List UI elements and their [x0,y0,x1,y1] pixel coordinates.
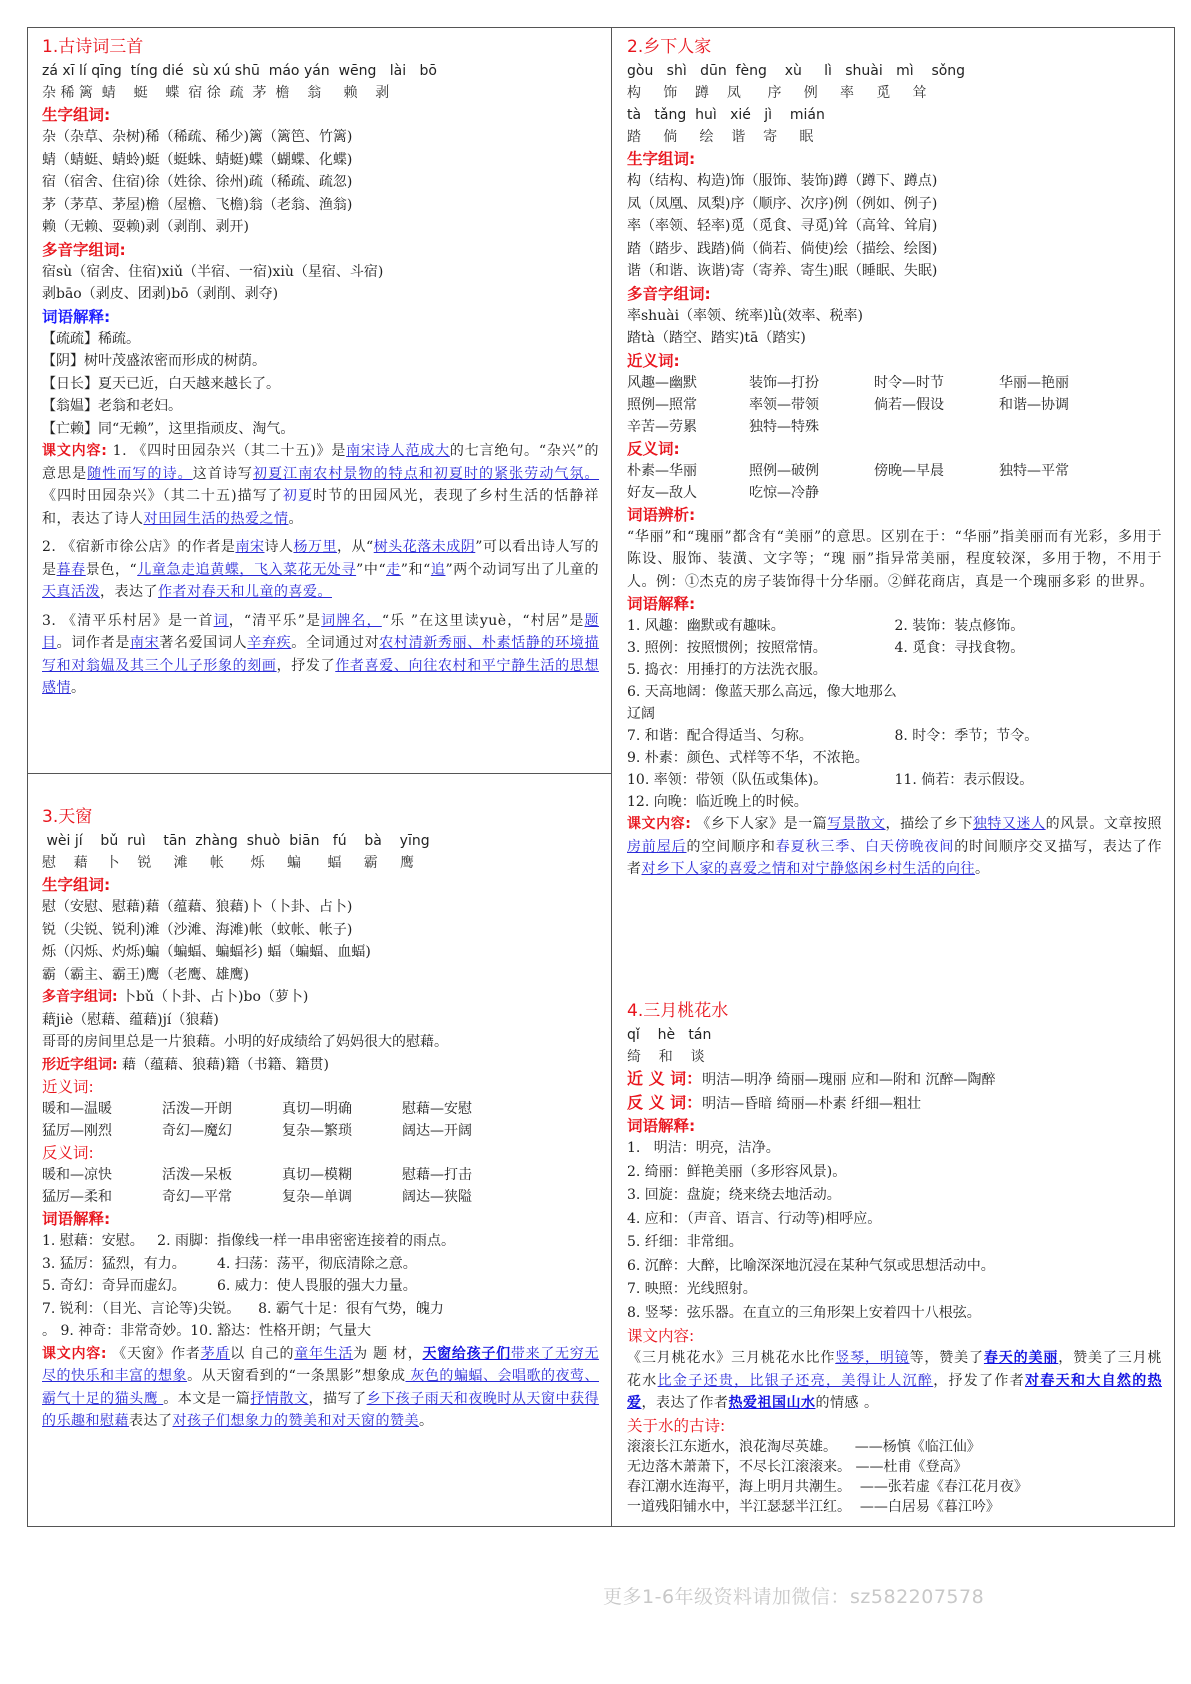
grid-cell: 8. 时令：季节；节令。 [894,728,1039,744]
right-column [613,28,1174,1526]
highlighted-phrase: 初夏江南农村景物的特点和初夏时的紧张劳动气氛。 [253,465,600,482]
grid-cell: 华丽—艳丽 [999,374,1069,391]
vocab-heading: 生字组词: [42,876,111,894]
analysis-text: “华丽”和“瑰丽”都含有“美丽”的意思。区别在于：“华丽”指美丽而有光彩，多用于陈设、服饰、装潢、文字等；“瑰 丽”指异常美丽，程度较深，多用于物，不用于人。例：①杰克的房子装饰得十分华丽。②鲜花商店，真是一个瑰丽多彩 的世界。 [627,528,1162,590]
lesson-4-title: 4.三月桃花水 [627,1001,729,1021]
vocab-heading: 生字组词: [627,150,696,168]
grid-cell: 风趣—幽默 [627,374,697,391]
explain-item: 3. 猛厉：猛烈，有力。 4. 扫荡：荡平，彻底清除之意。 [42,1255,417,1272]
grid-cell: 阔达—狭隘 [402,1189,472,1205]
grid-cell: 阔达—开阔 [402,1123,472,1139]
grid-cell: 率领—带领 [749,396,819,413]
vocab-heading: 生字组词: [42,106,111,124]
highlighted-phrase: 带来了无穷无尽的快乐和丰富的想象 [42,1345,600,1384]
highlighted-phrase: 对春天和大自然的热爱 [627,1372,1163,1411]
grid-cell: 和谐—协调 [999,396,1069,413]
polyphone-line: 率shuài（率领、统率)lǜ(效率、税率) [627,307,863,324]
content-heading: 课文内容: [627,816,692,832]
grid-cell: 活泼—开朗 [162,1101,232,1117]
text-segment: 。全词通过对 [291,635,380,651]
explain-item: 【翁媪】老翁和老妇。 [42,398,182,414]
text-segment: 景色，“ [85,561,138,578]
grid-row [627,416,1162,438]
explain-item: 3. 回旋：盘旋；绕来绕去地活动。 [627,1187,841,1203]
highlighted-phrase: 对田园生活的热爱之情 [143,510,289,527]
text-segment: 《四时田园杂兴》（其二十五)描写了 [42,488,283,504]
vocab-line: 率（率领、轻率)觅（觅食、寻觅)耸（高耸、耸肩) [627,218,938,234]
text-segment: 表达了 [129,1413,173,1429]
highlighted-phrase: 词 [213,612,229,629]
polyphone-heading: 多音字组词: [627,284,711,303]
explain-heading: 词语解释: [627,595,696,613]
synonym-inline: 明洁—明净 绮丽—瑰丽 应和—附和 沉醉—陶醉 [702,1072,996,1088]
synonym-heading: 近义词: [42,1078,94,1096]
antonym-grid [627,460,1162,504]
vocab-line: 宿（宿舍、住宿)徐（姓徐、徐州)疏（稀疏、疏忽) [42,174,353,190]
vocab-line: 赖（无赖、耍赖)剥（剥削、剥开) [42,219,249,235]
highlighted-phrase: 儿童急走追黄蝶，飞入菜花无处寻 [137,561,357,578]
text-segment: 。 [288,510,303,527]
grid-cell: 独特—特殊 [749,418,819,435]
text-segment: 的风景。文章按照 [1045,816,1163,832]
text-segment: 的情感 。 [815,1395,879,1411]
explain-item: 5. 纤细：非常细。 [627,1234,743,1250]
polyphone-line: 藉jiè（慰藉、蕴藉)jí（狼藉) [42,1011,219,1028]
explain-item: 【阴】树叶茂盛浓密而形成的树荫。 [42,353,266,369]
poem-line: 滚滚长江东逝水，浪花淘尽英雄。 ——杨慎《临江仙》 [627,1438,981,1455]
explain-grid [627,615,1162,813]
vocab-line: 蜻（蜻蜓、蜻蛉)蜓（蜓蛛、蜻蜓)蝶（蝴蝶、化蝶) [42,151,353,168]
lesson-3-section [28,776,611,1526]
watermark-text: 更多1-6年级资料请加微信：sz582207578 [603,1586,985,1608]
highlighted-phrase: 题目 [42,612,599,651]
synonym-row [627,1068,1162,1092]
vocab-line: 构（结构、构造)饰（服饰、装饰)蹲（蹲下、蹲点) [627,173,938,189]
highlighted-phrase: 作者喜爱、向往农村和平宁静生活的思想感情 [42,657,600,696]
hanzi-row: 慰 藉 卜 锐 滩 帐 烁 蝙 蝠 霸 鹰 [42,855,415,871]
grid-cell: 奇幻—魔幻 [162,1123,232,1139]
analysis-heading: 词语辨析: [627,505,696,524]
grid-cell: 装饰—打扮 [749,374,819,391]
lesson-content-1 [42,440,599,530]
text-segment: 1. 《四时田园杂兴（其二十五)》是 [107,443,347,459]
grid-cell: 猛厉—刚烈 [42,1123,112,1139]
text-segment: ”和“ [400,561,431,578]
grid-row [627,460,1162,482]
text-segment: 《乡下人家》是一篇 [691,816,828,832]
grid-cell: 慰藉—安慰 [402,1101,472,1117]
grid-cell: 9. 朴素：颜色、式样等不华，不浓艳。 [627,750,869,766]
grid-cell: 5. 捣衣：用捶打的方法洗衣服。 [627,662,827,678]
lesson-2-title: 2.乡下人家 [627,37,712,57]
grid-cell: 1. 风趣：幽默或有趣味。 [627,618,785,634]
similar-char-row [42,1054,599,1077]
synonym-heading: 近 义 词： [627,1069,703,1088]
poem-line: 春江潮水连海平，海上明月共潮生。 ——张若虚《春江花月夜》 [627,1478,1028,1495]
vocab-line: 烁（闪烁、灼烁)蝙（蝙蝠、蝙蝠衫) 蝠（蝙蝠、血蝠) [42,944,371,960]
explain-item: 4. 应和：（声音、语言、行动等)相呼应。 [627,1210,882,1227]
highlighted-phrase: 热爱祖国山水 [728,1395,816,1411]
grid-cell: 3. 照例：按照惯例；按照常情。 [627,640,827,656]
text-segment: 。 [71,680,86,696]
lesson-content-2 [42,536,599,604]
highlighted-phrase: 追 [430,561,446,578]
highlighted-phrase: 暮春 [56,561,86,578]
antonym-heading: 反 义 词： [627,1092,703,1112]
polyphone-line: 剥bāo（剥皮、团剥)bō（剥削、剥夺) [42,286,279,302]
grid-row [627,791,1162,813]
grid-cell: 6. 天高地阔：像蓝天那么高远，像大地那么辽阔 [627,684,897,722]
polyphone-line: 踏tà（踏空、踏实)tā（踏实) [627,330,806,346]
highlighted-phrase: 独特又迷人 [972,816,1046,832]
grid-cell: 独特—平常 [999,462,1069,479]
text-segment: ”可以看出诗人写的是 [42,539,600,578]
highlighted-phrase: 对孩子们想象力的赞美和对天窗的赞美 [172,1413,419,1429]
highlighted-phrase: 茅盾 [200,1345,231,1362]
synonym-grid [42,1098,599,1142]
grid-row [627,769,1162,791]
polyphone-inline: 卜bǔ（卜卦、占卜)bo（萝卜) [117,989,309,1005]
explain-heading: 词语解释: [42,1210,111,1228]
grid-cell: 复杂—单调 [282,1189,352,1205]
polyphone-heading: 多音字组词: [42,240,126,259]
grid-cell: 真切—明确 [282,1101,352,1117]
grid-cell: 10. 率领：带领（队伍或集体)。 [627,772,828,788]
text-segment: ，“清平乐”是 [228,612,322,629]
pinyin-row: qǐ hè tán [627,1027,712,1043]
grid-cell: 朴素—华丽 [627,462,697,479]
grid-row [627,394,1162,416]
synonym-heading: 近义词: [627,351,680,370]
explain-item: 2. 绮丽：鲜艳美丽（多形容风景)。 [627,1163,847,1180]
grid-row [627,637,1162,659]
poem-line: 无边落木萧萧下，不尽长江滚滚来。 ——杜甫《登高》 [627,1458,968,1475]
grid-cell: 吃惊—冷静 [749,484,819,501]
highlighted-phrase: 春夏秋三季、白天傍晚夜间 [775,838,955,855]
grid-cell: 照例—破例 [749,462,819,479]
content-heading: 课文内容: [42,443,108,459]
grid-cell: 4. 觅食：寻找食物。 [894,640,1025,656]
highlighted-phrase: 走 [386,561,401,578]
text-segment: 。 [419,1413,434,1429]
highlighted-phrase: 辛弃疾 [247,635,292,651]
text-segment: ”两个动词写出了儿童的 [445,561,600,578]
explain-item: 7. 锐利：（目光、言论等)尖锐。 8. 霸气十足：很有气势，魄力 [42,1300,444,1317]
similar-char-inline: 藉（蕴藉、狼藉)籍（书籍、籍贯) [117,1056,329,1073]
antonym-heading: 反义词: [42,1144,94,1162]
explain-item: 【亡赖】同“无赖”，这里指顽皮、淘气。 [42,420,295,437]
explain-item: 1. 明洁：明亮，洁净。 [627,1140,780,1156]
text-segment: 等，赞美了 [909,1350,984,1366]
text-segment: 。词作者是 [56,635,130,651]
grid-row [627,482,1162,504]
hanzi-row: 绮 和 谈 [627,1049,705,1065]
text-segment: 。从天窗看到的“一条黑影”想象成 [187,1368,406,1384]
grid-cell: 时令—时节 [874,374,944,391]
vocab-list [42,126,599,239]
pinyin-row: wèi jí bǔ ruì tān zhàng shuò biān fú bà yīng [42,833,430,849]
grid-cell: 2. 装饰：装点修饰。 [894,618,1025,634]
highlighted-phrase: 南宋 [235,539,265,555]
highlighted-phrase: 写景散文 [827,816,886,832]
explain-item: 7. 映照：光线照射。 [627,1281,757,1297]
vocab-line: 茅（茅草、茅屋)檐（屋檐、飞檐)翁（老翁、渔翁) [42,196,353,213]
grid-row [42,1186,599,1208]
text-segment: 时节的田园风光，表现了乡村生活的恬静祥和，表达了诗人 [42,488,600,527]
poem-line: 一道残阳铺水中，半江瑟瑟半江红。 ——白居易《暮江吟》 [627,1498,1000,1515]
grid-row [627,681,1162,725]
grid-cell: 奇幻—平常 [162,1189,232,1205]
text-segment: ，描写了 [308,1390,367,1407]
vocab-line: 霸（霸主、霸王)鹰（老鹰、雄鹰) [42,966,249,983]
grid-row [627,747,1162,769]
text-segment: 的时间顺序交叉描写，表达了作者 [627,838,1163,877]
synonym-grid [627,372,1162,438]
highlighted-phrase: 作者对春天和儿童的喜爱。 [158,584,332,600]
lesson-content [42,1343,599,1433]
polyphone-row [42,986,599,1009]
vocab-line: 锐（尖锐、锐利)滩（沙滩、海滩)帐（蚊帐、帐子) [42,921,353,938]
left-column [28,28,612,1526]
content-text [42,443,599,527]
lesson-2-section [613,28,1174,988]
antonym-grid [42,1164,599,1208]
grid-cell: 好友—敌人 [627,484,697,501]
pinyin-row: gòu shì dūn fèng xù lì shuài mì sǒng [627,63,966,79]
highlighted-phrase: 南宋诗人范成大 [346,443,450,459]
highlighted-phrase: 乡下孩子雨天和夜晚时从天窗中获得的乐趣和慰藉 [42,1390,600,1429]
grid-cell: 暖和—温暖 [42,1101,112,1117]
text-segment: ，抒发了 [276,657,336,674]
highlighted-phrase: 农村清新秀丽、朴素恬静的环境描写和对翁媪及其三个儿子形象的刻画 [42,635,600,674]
lesson-content [627,1347,1162,1415]
text-segment: 2. 《宿新市徐公店》的作者是 [42,539,236,555]
text-segment: 的空间顺序和 [686,838,776,855]
text-segment: ，赞美了三月桃花水 [627,1350,1163,1389]
text-segment: ，抒发了作者 [933,1372,1026,1389]
pinyin-row: tà tǎng huì xié jì mián [627,107,825,123]
text-segment: 这首诗写 [192,465,253,482]
content-text [42,1346,599,1430]
lesson-1-section [28,28,611,774]
text-segment: “乐 ”在这里读yuè，“村居”是 [381,612,585,629]
highlighted-phrase: 初夏 [282,488,314,504]
explain-item: 。 9. 神奇：非常奇妙。10. 豁达：性格开朗；气量大 [42,1323,371,1339]
grid-cell: 慰藉—打击 [402,1167,472,1183]
text-segment: 3. 《清平乐村居》是一首 [42,612,214,629]
text-segment: 为 题 材， [353,1345,423,1362]
highlighted-phrase: 天窗给孩子们 [422,1345,511,1362]
grid-cell: 11. 倘若：表示假设。 [894,772,1034,788]
explain-item: 【疏疏】稀疏。 [42,330,140,347]
highlighted-phrase: 天真活泼 [42,584,100,600]
highlighted-phrase: 童年生活 [294,1345,354,1362]
similar-char-heading: 形近字组词: [42,1056,118,1073]
vocab-line: 凤（凤凰、凤梨)序（顺序、次序)例（例如、例子) [627,195,938,212]
explain-heading: 词语解释: [627,1117,696,1135]
highlighted-phrase: 词牌名， [321,612,382,629]
grid-cell: 真切—模糊 [282,1167,352,1183]
lesson-1-title: 1.古诗词三首 [42,37,144,57]
highlighted-phrase: 竖琴，明镜 [835,1350,910,1366]
grid-row [627,615,1162,637]
lesson-3-title: 3.天窗 [42,807,93,827]
text-segment: 的七言绝句。“杂兴”的意思是 [42,443,599,482]
text-segment: ，表达了作者 [641,1395,729,1411]
grid-row [42,1120,599,1142]
content-text [627,816,1162,877]
text-segment: 《天窗》作者 [107,1345,201,1362]
explain-item: 8. 竖琴：弦乐器。在直立的三角形架上安着四十八根弦。 [627,1304,981,1321]
polyphone-heading: 多音字组词: [42,989,118,1005]
vocab-line: 慰（安慰、慰藉)藉（蕴藉、狼藉)卜（卜卦、占卜) [42,899,353,915]
vocab-line: 谐（和谐、诙谐)寄（寄养、寄生)眠（睡眠、失眠) [627,263,938,279]
explain-heading: 词语解释: [42,307,111,326]
lesson-4-section [613,988,1174,1526]
vocab-line: 杂（杂草、杂树)稀（稀疏、稀少)篱（篱笆、竹篱) [42,129,353,145]
grid-cell: 倘若—假设 [874,396,944,413]
explain-item: 1. 慰藉：安慰。 2. 雨脚：指像线一样一串串密密连接着的雨点。 [42,1233,455,1249]
highlighted-phrase: 灰色的蝙蝠、会唱歌的夜莺、霸气十足的猫头鹰 [42,1368,599,1407]
text-segment: 著名爱国词人 [159,635,248,651]
example-sentence: 哥哥的房间里总是一片狼藉。小明的好成绩给了妈妈很大的慰藉。 [42,1034,448,1050]
pinyin-row: zá xī lí qīng tíng dié sù xú shū máo yán wēng lài bō [42,63,437,79]
content-heading: 课文内容: [42,1345,108,1362]
grid-row [42,1098,599,1120]
text-segment: 。 [975,861,990,877]
highlighted-phrase: 比金子还贵，比银子还亮，美得让人沉醉 [657,1372,934,1389]
text-segment: 《三月桃花水》三月桃花水比作 [627,1350,836,1366]
text-segment: 诗人 [264,539,294,555]
grid-cell: 辛苦—劳累 [627,418,697,435]
grid-cell: 12. 向晚：临近晚上的时候。 [627,794,808,810]
highlighted-phrase: 杨万里 [293,539,338,555]
highlighted-phrase: 房前屋后 [627,838,687,855]
grid-cell: 暖和—凉快 [42,1167,112,1183]
worksheet-table [27,27,1175,1527]
grid-cell: 活泼—呆板 [162,1167,232,1183]
poems-heading: 关于水的古诗: [627,1416,726,1435]
highlighted-phrase: 树头花落未成阴 [373,539,476,555]
text-segment: ，描绘了乡下 [885,816,973,832]
grid-row [627,659,1162,681]
content-heading: 课文内容: [627,1327,695,1345]
grid-row [42,1164,599,1186]
polyphone-line: 宿sù（宿舍、住宿)xiǔ（半宿、一宿)xiù（星宿、斗宿) [42,263,384,280]
explain-item: 【日长】夏天已近，白天越来越长了。 [42,375,280,392]
highlighted-phrase: 春天的美丽 [983,1350,1059,1366]
text-segment: 以 自己的 [230,1345,295,1362]
vocab-line: 踏（踏步、践踏)倘（倘若、倘使)绘（描绘、绘图) [627,240,938,257]
antonym-inline: 明洁—昏暗 绮丽—朴素 纤细—粗壮 [702,1095,922,1112]
explain-item: 5. 奇幻：奇异而虚幻。 6. 威力：使人畏服的强大力量。 [42,1278,417,1294]
highlighted-phrase: 抒情散文 [250,1390,309,1407]
hanzi-row: 杂 稀 篱 蜻 蜓 蝶 宿 徐 疏 茅 檐 翁 赖 剥 [42,85,390,101]
grid-row [627,372,1162,394]
highlighted-phrase: 对乡下人家的喜爱之情和对宁静悠闲乡村生活的向往 [641,861,975,877]
lesson-content-3 [42,610,599,700]
text-segment: ，表达了 [100,584,158,600]
lesson-content [627,813,1162,881]
text-segment: ，从“ [337,539,374,555]
antonym-row [627,1092,1162,1116]
text-segment: ”中“ [356,561,387,578]
grid-cell: 猛厉—柔和 [42,1189,112,1205]
grid-cell: 傍晚—早晨 [874,462,944,479]
text-segment: 。本文是一篇 [163,1390,251,1407]
grid-cell: 照例—照常 [627,396,697,413]
highlighted-phrase: 南宋 [129,635,160,651]
hanzi-row: 构 饰 蹲 凤 序 例 率 觅 耸 [627,85,927,101]
explain-item: 6. 沉醉：大醉，比喻深深地沉浸在某种气氛或思想活动中。 [627,1257,995,1274]
grid-cell: 7. 和谐：配合得适当、匀称。 [627,728,813,744]
antonym-heading: 反义词: [627,439,680,458]
grid-cell: 复杂—繁琐 [282,1123,352,1139]
highlighted-phrase: 随性而写的诗。 [87,465,193,482]
hanzi-row: 踏 倘 绘 谐 寄 眠 [627,129,814,145]
grid-row [627,725,1162,747]
